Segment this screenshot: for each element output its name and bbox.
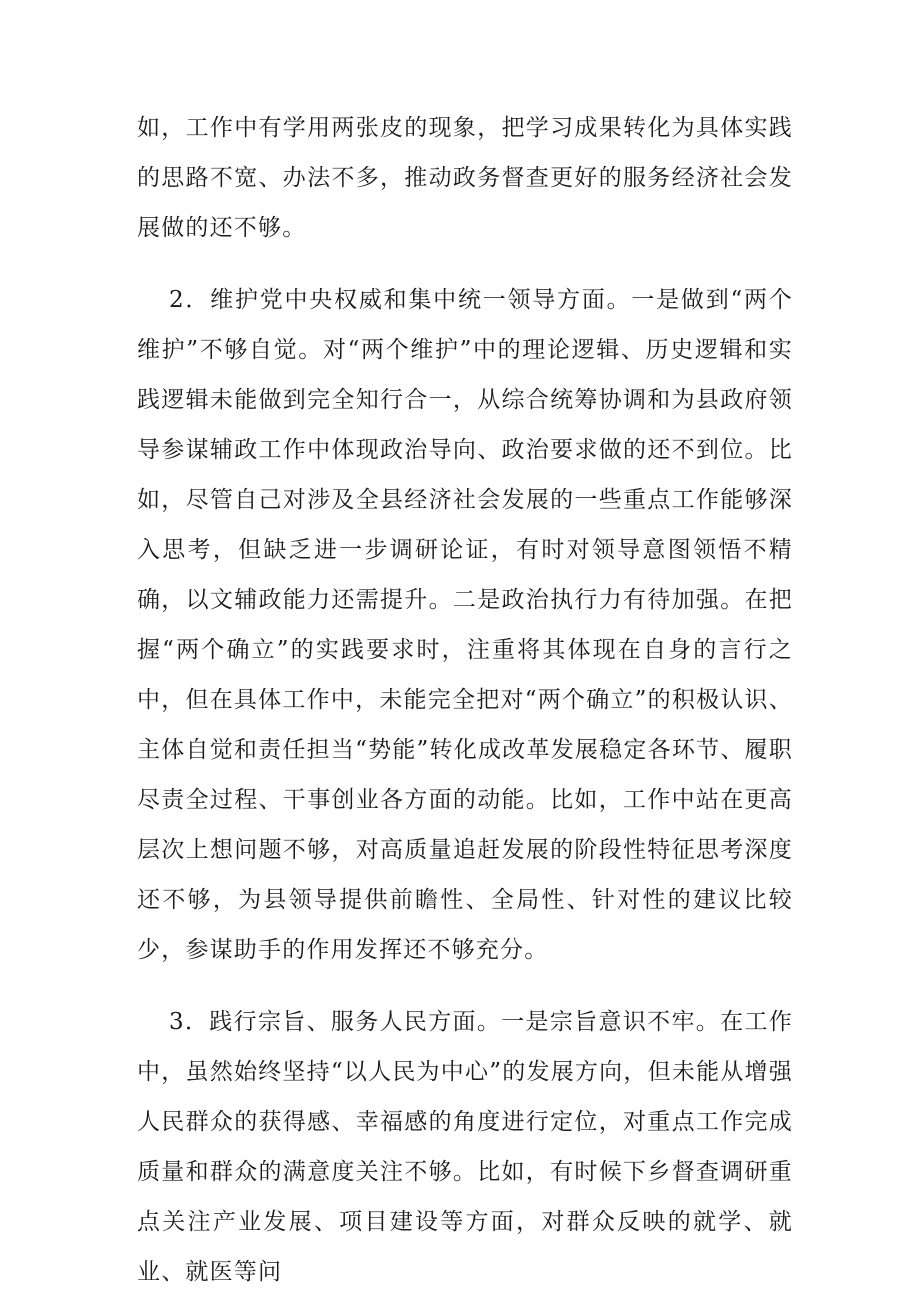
document-body	[137, 103, 793, 1297]
paragraph-section-2: 2．维护党中央权威和集中统一领导方面。一是做到“两个维护”不够自觉。对“两个维护”中的理论逻辑、历史逻辑和实践逻辑未能做到完全知行合一，从综合统筹协调和为县政府领导参谋辅政工作中体现政治导向、政治要求做的还不到位。比如，尽管自己对涉及全县经济社会发展的一些重点工作能够深入思考，但缺乏进一步调研论证，有时对领导意图领悟不精确，以文辅政能力还需提升。二是政治执行力有待加强。在把握“两个确立”的实践要求时，注重将其体现在自身的言行之中，但在具体工作中，未能完全把对“两个确立”的积极认识、主体自觉和责任担当“势能”转化成改革发展稳定各环节、履职尽责全过程、干事创业各方面的动能。比如，工作中站在更高层次上想问题不够，对高质量追赶发展的阶段性特征思考深度还不够，为县领导提供前瞻性、全局性、针对性的建议比较少，参谋助手的作用发挥还不够充分。	[137, 287, 793, 963]
paragraph-continuation: 如，工作中有学用两张皮的现象，把学习成果转化为具体实践的思路不宽、办法不多，推动政务督查更好的服务经济社会发展做的还不够。	[137, 115, 793, 241]
paragraph-section-3: 3．践行宗旨、服务人民方面。一是宗旨意识不牢。在工作中，虽然始终坚持“以人民为中心”的发展方向，但未能从增强人民群众的获得感、幸福感的角度进行定位，对重点工作完成质量和群众的满意度关注不够。比如，有时候下乡督查调研重点关注产业发展、项目建设等方面，对群众反映的就学、就业、就医等问	[137, 1009, 793, 1285]
